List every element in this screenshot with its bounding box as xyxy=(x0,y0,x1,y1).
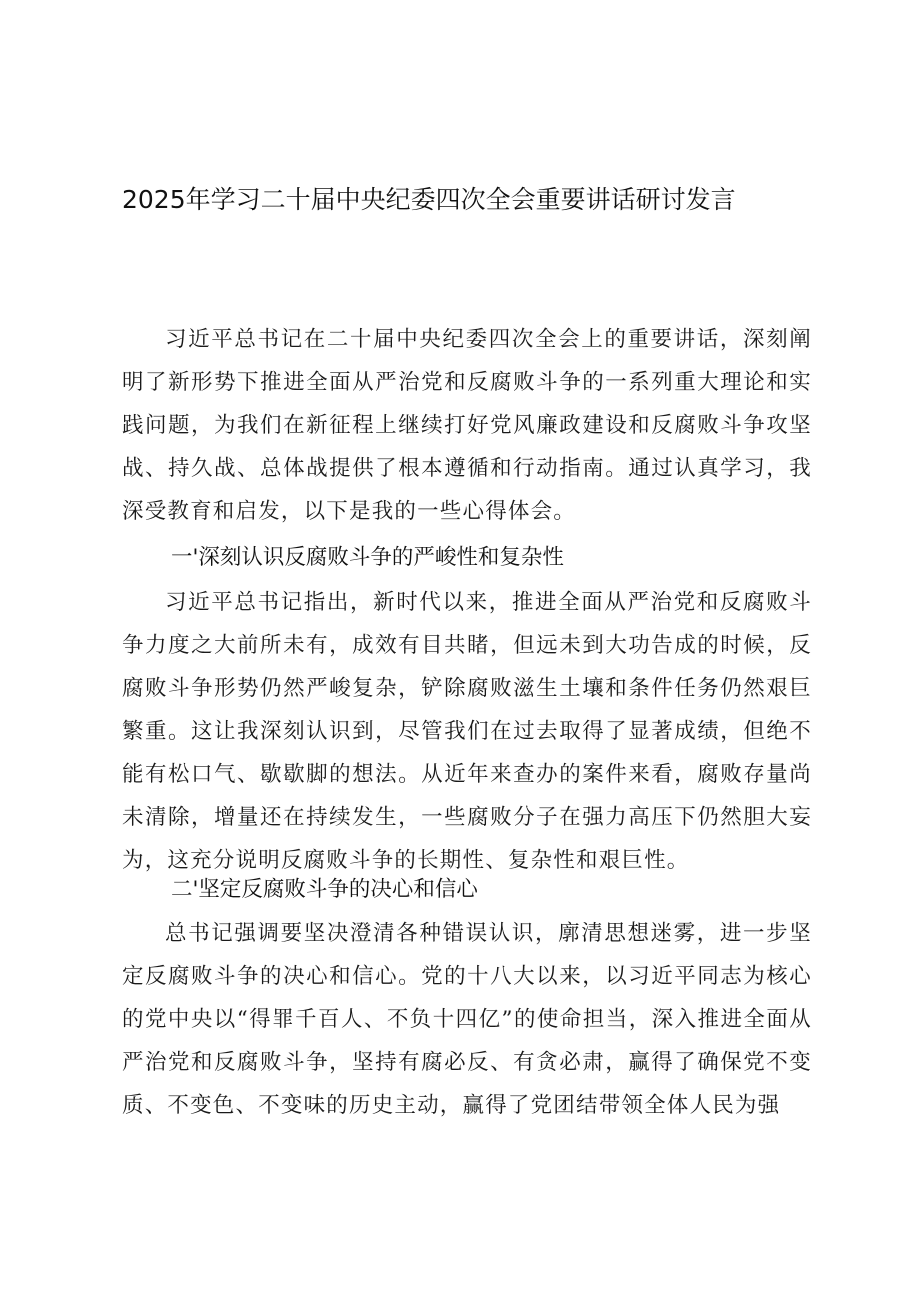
paragraph-section-1: 习近平总书记指出，新时代以来，推进全面从严治党和反腐败斗争力度之大前所未有，成效有目共睹，但远未到大功告成的时候，反腐败斗争形势仍然严峻复杂，铲除腐败滋生土壤和条件任务仍然艰巨繁重。这让我深刻认识到，尽管我们在过去取得了显著成绩，但绝不能有松口气、歇歇脚的想法。从近年来查办的案件来看，腐败存量尚未清除，增量还在持续发生，一些腐败分子在强力高压下仍然胆大妄为，这充分说明反腐败斗争的长期性、复杂性和艰巨性。 xyxy=(122,590,812,873)
document-title: 2025年学习二十届中央纪委四次全会重要讲话研讨发言 xyxy=(122,185,736,214)
section-heading-2: 二'坚定反腐败斗争的决心和信心 xyxy=(171,877,478,902)
section-heading-1: 一'深刻认识反腐败斗争的严峻性和复杂性 xyxy=(171,545,564,570)
paragraph-section-2: 总书记强调要坚决澄清各种错误认识，廓清思想迷雾，进一步坚定反腐败斗争的决心和信心。党的十八大以来，以习近平同志为核心的党中央以“得罪千百人、不负十四亿”的使命担当，深入推进全面从严治党和反腐败斗争，坚持有腐必反、有贪必肃，赢得了确保党不变质、不变色、不变味的历史主动，赢得了党团结带领全体人民为强 xyxy=(122,921,812,1118)
paragraph-intro: 习近平总书记在二十届中央纪委四次全会上的重要讲话，深刻阐明了新形势下推进全面从严治党和反腐败斗争的一系列重大理论和实践问题，为我们在新征程上继续打好党风廉政建设和反腐败斗争攻坚战、持久战、总体战提供了根本遵循和行动指南。通过认真学习，我深受教育和启发，以下是我的一些心得体会。 xyxy=(122,327,812,524)
